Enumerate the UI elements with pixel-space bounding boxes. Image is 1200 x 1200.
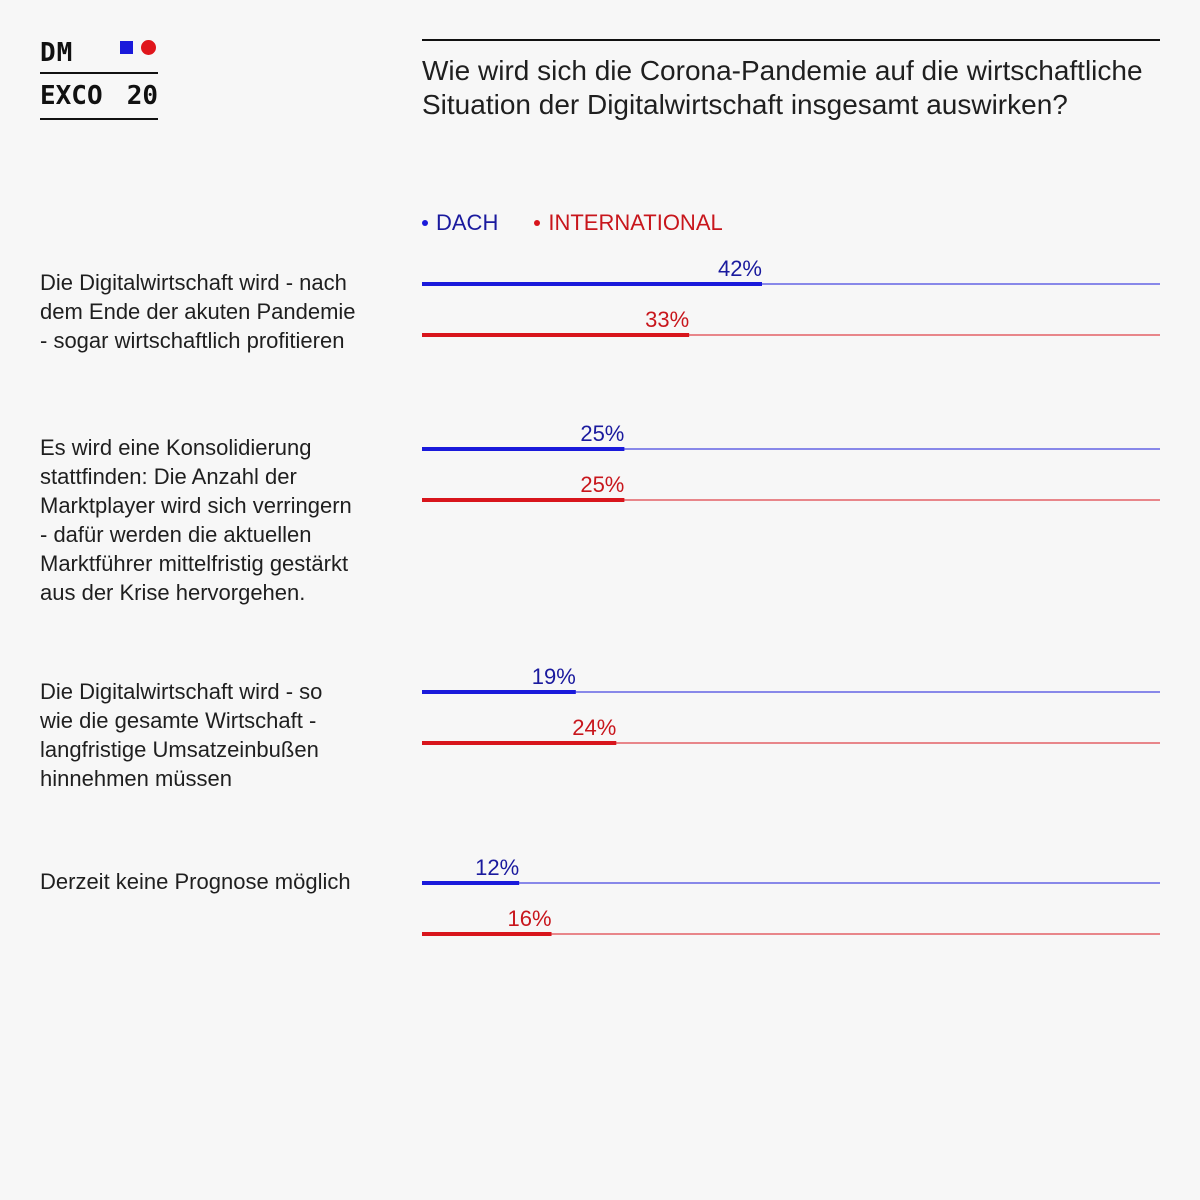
legend-label-international: INTERNATIONAL xyxy=(548,210,723,235)
logo-year-text: 20 xyxy=(126,81,158,111)
logo-exco-text: EXCO xyxy=(40,81,103,111)
data-label-dach-3: 19% xyxy=(531,664,576,689)
data-label-international-4: 16% xyxy=(507,906,552,931)
data-label-dach-4: 12% xyxy=(475,855,520,880)
logo-dm-text: DM xyxy=(40,38,74,68)
question-label-2: Es wird eine Konsolidierung stattfinden: Die Anzahl der Marktplayer wird sich verringern - dafür werden die aktuellen Marktführer mittelfristig gestärkt aus der Krise hervorgehen. xyxy=(40,435,352,605)
data-label-dach-1: 42% xyxy=(717,256,762,281)
chart-title: Wie wird sich die Corona-Pandemie auf die wirtschaftliche Situation der Digitalwirtschaft insgesamt auswirken? xyxy=(422,55,1143,120)
legend-label-dach: DACH xyxy=(436,210,499,235)
question-label-3: Die Digitalwirtschaft wird - so wie die gesamte Wirtschaft - langfristige Umsatzeinbußen hinnehmen müssen xyxy=(40,679,323,791)
data-label-international-3: 24% xyxy=(572,715,617,740)
data-label-international-1: 33% xyxy=(645,307,690,332)
question-label-1: Die Digitalwirtschaft wird - nach dem Ende der akuten Pandemie - sogar wirtschaftlich profitieren xyxy=(40,270,356,353)
question-label-4: Derzeit keine Prognose möglich xyxy=(40,869,351,894)
data-label-dach-2: 25% xyxy=(580,421,625,446)
data-label-international-2: 25% xyxy=(580,472,625,497)
